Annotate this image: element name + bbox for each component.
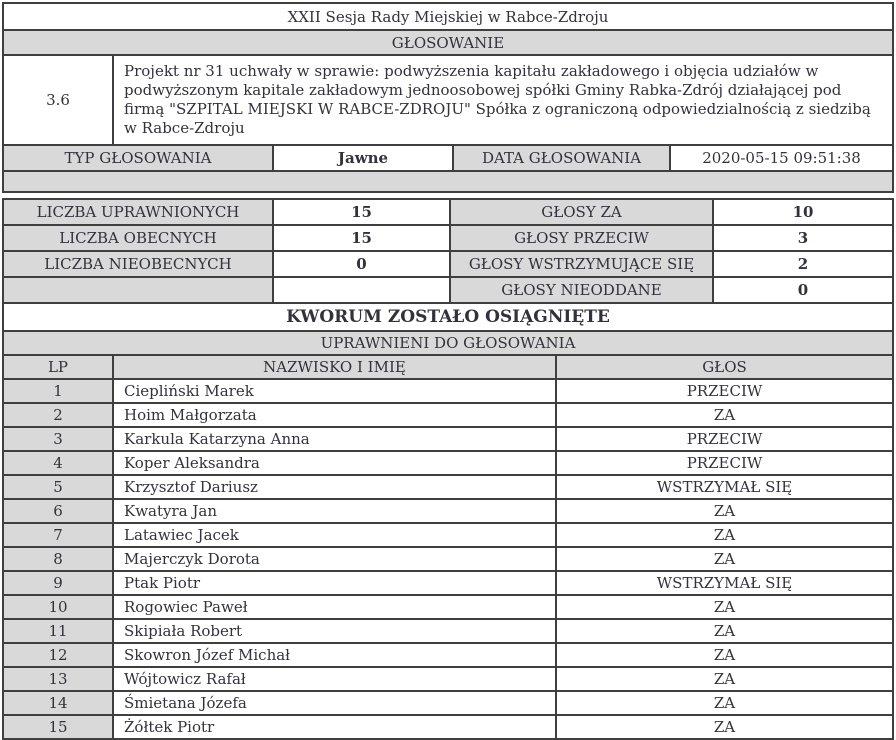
voter-row [3,619,893,643]
spacer-table [2,170,894,193]
stat-value: 15 [273,199,450,225]
stat-label: GŁOSY NIEODDANE [450,277,713,303]
voter-vote: ZA [556,403,893,427]
voter-row [3,379,893,403]
stats-table [2,198,894,304]
table-row [3,3,893,30]
voter-name: Żółtek Piotr [113,715,556,739]
voter-lp: 2 [3,403,113,427]
voter-row [3,547,893,571]
voter-vote: ZA [556,691,893,715]
voting-section-label: GŁOSOWANIE [3,30,893,55]
voter-lp: 8 [3,547,113,571]
voter-vote: ZA [556,595,893,619]
title-table [2,2,894,56]
voter-vote: PRZECIW [556,451,893,475]
voter-vote: WSTRZYMAŁ SIĘ [556,475,893,499]
voter-lp: 6 [3,499,113,523]
voter-vote: PRZECIW [556,427,893,451]
voter-row [3,523,893,547]
voter-lp: 1 [3,379,113,403]
voters-section-label: UPRAWNIENI DO GŁOSOWANIA [3,331,893,355]
voter-name: Wójtowicz Rafał [113,667,556,691]
table-row [3,331,893,355]
table-row [3,171,893,192]
stat-label: GŁOSY ZA [450,199,713,225]
table-row [3,30,893,55]
vote-type-value: Jawne [273,145,453,171]
voter-row [3,451,893,475]
stat-label: LICZBA OBECNYCH [3,225,273,251]
stat-value: 15 [273,225,450,251]
voter-row [3,595,893,619]
voter-vote: ZA [556,547,893,571]
stat-value: 10 [713,199,893,225]
voter-lp: 7 [3,523,113,547]
column-header-name: NAZWISKO I IMIĘ [113,355,556,379]
voter-lp: 14 [3,691,113,715]
voter-vote: ZA [556,715,893,739]
voter-vote: ZA [556,499,893,523]
stat-value: 2 [713,251,893,277]
table-row [3,303,893,331]
spacer-cell [3,171,893,192]
voter-name: Karkula Katarzyna Anna [113,427,556,451]
table-row [3,199,893,225]
table-row [3,55,893,145]
column-header-lp: LP [3,355,113,379]
stat-label: LICZBA UPRAWNIONYCH [3,199,273,225]
voter-name: Latawiec Jacek [113,523,556,547]
voter-vote: ZA [556,643,893,667]
stat-value: 3 [713,225,893,251]
voters-table [2,354,894,740]
quorum-table [2,302,894,356]
column-header-vote: GŁOS [556,355,893,379]
voter-lp: 15 [3,715,113,739]
stat-label: LICZBA NIEOBECNYCH [3,251,273,277]
voter-lp: 11 [3,619,113,643]
stat-label [3,277,273,303]
table-row [3,225,893,251]
item-description: Projekt nr 31 uchwały w sprawie: podwyższenia kapitału zakładowego i objęcia udziałów w podwyższonym kapitale zakładowym jednoosobowej spółki Gminy Rabka-Zdrój działającej pod firmą "SZPITAL MIEJSKI W RABCE-ZDROJU" Spółka z ograniczoną odpowiedzialnością z siedzibą w Rabce-Zdroju [113,55,893,145]
session-title: XXII Sesja Rady Miejskiej w Rabce-Zdroju [3,3,893,30]
voter-name: Ptak Piotr [113,571,556,595]
voter-row [3,691,893,715]
voter-vote: ZA [556,619,893,643]
voter-name: Śmietana Józefa [113,691,556,715]
vote-date-value: 2020-05-15 09:51:38 [670,145,893,171]
voter-vote: ZA [556,523,893,547]
voter-row [3,475,893,499]
voter-lp: 5 [3,475,113,499]
table-row [3,251,893,277]
stat-label: GŁOSY WSTRZYMUJĄCE SIĘ [450,251,713,277]
table-row [3,277,893,303]
stat-value: 0 [273,251,450,277]
voter-name: Hoim Małgorzata [113,403,556,427]
item-table [2,54,894,146]
type-date-table [2,144,894,172]
item-number: 3.6 [3,55,113,145]
voter-lp: 4 [3,451,113,475]
voter-row [3,643,893,667]
voter-row [3,499,893,523]
voter-lp: 13 [3,667,113,691]
vote-date-label: DATA GŁOSOWANIA [453,145,670,171]
voter-vote: PRZECIW [556,379,893,403]
voter-name: Rogowiec Paweł [113,595,556,619]
voter-row [3,571,893,595]
voter-row [3,403,893,427]
voter-lp: 10 [3,595,113,619]
voter-row [3,667,893,691]
voter-name: Majerczyk Dorota [113,547,556,571]
vote-type-label: TYP GŁOSOWANIA [3,145,273,171]
stat-value: 0 [713,277,893,303]
voter-name: Ciepliński Marek [113,379,556,403]
table-row [3,355,893,379]
voter-name: Skipiała Robert [113,619,556,643]
stat-value [273,277,450,303]
voter-lp: 9 [3,571,113,595]
voter-name: Skowron Józef Michał [113,643,556,667]
quorum-text: KWORUM ZOSTAŁO OSIĄGNIĘTE [3,303,893,331]
table-row [3,145,893,171]
voter-name: Koper Aleksandra [113,451,556,475]
voter-vote: WSTRZYMAŁ SIĘ [556,571,893,595]
voter-vote: ZA [556,667,893,691]
voter-lp: 3 [3,427,113,451]
voter-name: Krzysztof Dariusz [113,475,556,499]
stat-label: GŁOSY PRZECIW [450,225,713,251]
voter-name: Kwatyra Jan [113,499,556,523]
voter-lp: 12 [3,643,113,667]
voter-row [3,427,893,451]
voter-row [3,715,893,739]
